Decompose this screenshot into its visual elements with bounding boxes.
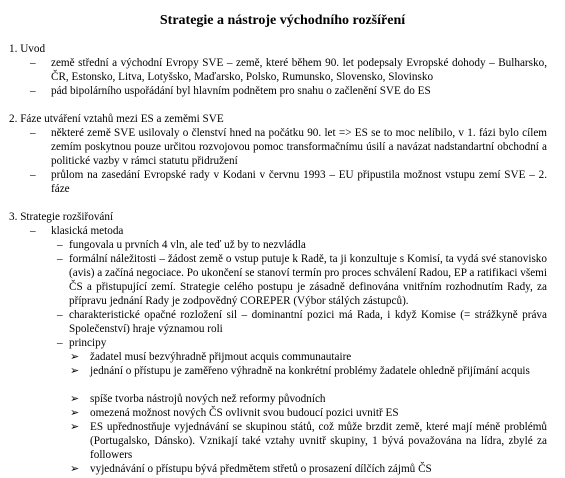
list-item	[70, 392, 547, 406]
list-item-text: průlom na zasedání Evropské rady v Kodani v červnu 1993 – EU připustila možnost vstupu zemí SVE – 2. fáze	[51, 169, 547, 195]
list-item-text: žadatel musí bezvýhradně přijmout acquis communautaire	[90, 351, 352, 363]
section-heading-strategy: 3. Strategie rozšiřování	[9, 211, 114, 223]
list-item-text: země střední a východní Evropy SVE – země, které během 90. let podepsaly Evropské dohody – Bulharsko, ČR, Estonsko, Litva, Lotyšsko, Maďarsko, Polsko, Rumunsko, Slovensko, Slovinsko	[51, 57, 547, 83]
dash-bullet-icon: –	[30, 57, 36, 69]
list-item	[25, 224, 547, 238]
list-item	[70, 420, 547, 462]
section-heading-phases: 2. Fáze utváření vztahů mezi ES a zeměmi SVE	[9, 113, 224, 125]
list-item-text: omezená možnost nových ČS ovlivnit svou budoucí pozici uvnitř ES	[90, 407, 399, 419]
list-item	[70, 406, 547, 420]
arrow-bullet-icon: ➢	[70, 365, 80, 377]
dash-bullet-icon: –	[30, 127, 36, 139]
dash-bullet-icon: –	[57, 309, 63, 321]
dash-bullet-icon: –	[30, 169, 36, 181]
dash-bullet-icon: –	[30, 85, 36, 97]
dash-bullet-icon: –	[57, 337, 63, 349]
list-item-text: ES upřednostňuje vyjednávání se skupinou států, což může brzdit země, které mají méně problémů (Portugalsko, Dánsko). Vznikají také vztahy uvnitř skupiny, 1 bývá považována na lídra, zbylé za followers	[90, 421, 547, 461]
list-item-text: jednání o přístupu je zaměřeno výhradně na konkrétní problémy žadatele ohledně přijímání acquis	[90, 365, 530, 377]
list-item	[25, 126, 547, 168]
list-item	[51, 336, 547, 350]
dash-bullet-icon: –	[30, 225, 36, 237]
list-item	[25, 168, 547, 196]
list-item	[51, 238, 547, 252]
dash-bullet-icon: –	[57, 253, 63, 265]
list-item	[70, 364, 547, 378]
arrow-bullet-icon: ➢	[70, 351, 80, 363]
arrow-bullet-icon: ➢	[70, 421, 80, 433]
arrow-bullet-icon: ➢	[70, 463, 80, 475]
arrow-bullet-icon: ➢	[70, 393, 80, 405]
list-item	[70, 462, 547, 476]
arrow-bullet-icon: ➢	[70, 407, 80, 419]
list-item-text: spíše tvorba nástrojů nových než reformy původních	[90, 393, 326, 405]
list-item	[51, 252, 547, 308]
list-item-text: pád bipolárního uspořádání byl hlavním podnětem pro snahu o začlenění SVE do ES	[51, 85, 431, 97]
list-item-text: formální náležitosti – žádost země o vstup putuje k Radě, ta ji konzultuje s Komisí, ta vydá své stanovisko (avis) a začíná negociace. Po ukončení se stanoví termín pro proces schválení Radou, EP a ratifikaci všemi ČS a přistupující zemí. Strategie celého postupu je zásadně definována vnitřním rozhodnutím Rady, za přípravu jednání Rady je zodpovědný COREPER (Výbor stálých zástupců).	[69, 253, 547, 307]
list-item-text: principy	[69, 337, 107, 349]
section-heading-intro: 1. Uvod	[9, 43, 46, 55]
list-item	[70, 350, 547, 364]
list-item	[25, 56, 547, 84]
list-item-text: fungovala u prvních 4 vln, ale teď už by to nezvládla	[69, 239, 306, 251]
dash-bullet-icon: –	[57, 239, 63, 251]
list-item-text: některé země SVE usilovaly o členství hned na počátku 90. let => ES se to moc nelíbilo, v 1. fázi bylo cílem zemím poskytnou pouze určitou rozvojovou pomoc transformačnímu úsilí a navázat nadstandartní obchodní a politické vazby v rámci statutu přidružení	[51, 127, 547, 167]
list-item-text: klasická metoda	[51, 225, 124, 237]
list-item	[51, 308, 547, 336]
list-item	[25, 84, 547, 98]
list-item-text: charakteristické opačné rozložení sil – dominantní pozici má Rada, i když Komise (= strážkyně práva Společenství) hraje významou roli	[69, 309, 547, 335]
list-item-text: vyjednávání o přístupu bývá předmětem střetů o prosazení dílčích zájmů ČS	[90, 463, 432, 475]
document-title: Strategie a nástroje východního rozšíření	[159, 13, 406, 28]
